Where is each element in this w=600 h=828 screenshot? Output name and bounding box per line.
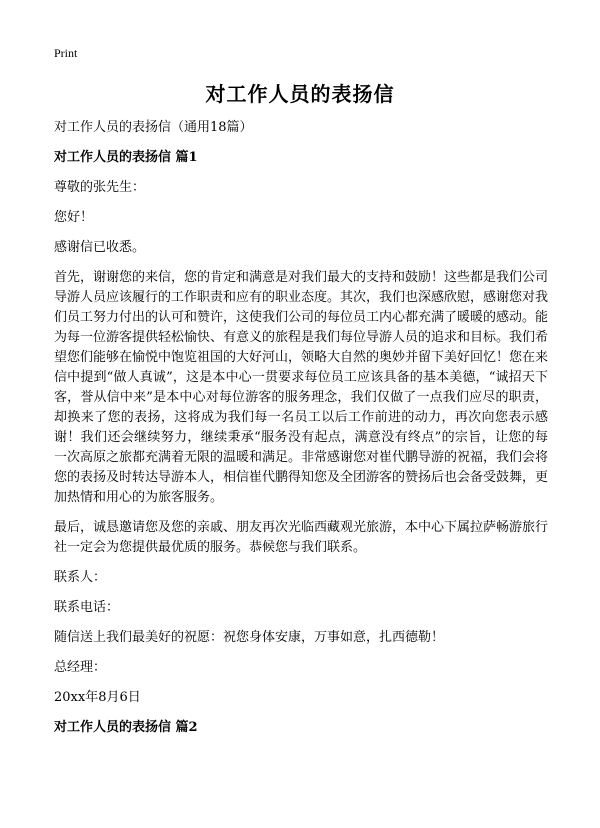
manager-signature: 总经理： <box>54 660 107 675</box>
body-paragraph-2: 最后，诚恳邀请您及您的亲戚、朋友再次光临西藏观光旅游，本中心下属拉萨畅游旅行社一定会为您提供最优质的服务。恭候您与我们联系。 <box>54 520 549 555</box>
section-heading-1: 对工作人员的表扬信 篇1 <box>54 150 198 165</box>
body-paragraph-1: 首先，谢谢您的来信，您的肯定和满意是对我们最大的支持和鼓励！这些都是我们公司导游人员应该履行的工作职责和应有的职业态度。其次，我们也深感欣慰，感谢您对我们员工努力付出的认可和赞许，这使我们公司的每位员工内心都充满了暖暖的感动。能为每一位游客提供轻松愉快、有意义的旅程是我们每位导游人员的追求和目标。我们希望您们能够在愉悦中饱览祖国的大好河山，领略大自然的奥妙并留下美好回忆！您在来信中提到“做人真诚”，这是本中心一贯要求每位员工应该具备的基本美德，“诚招天下客，誉从信中来”是本中心对每位游客的服务理念，我们仅做了一点我们应尽的职责，却换来了您的表扬，这将成为我们每一名员工以后工作前进的动力，再次向您表示感谢！我们还会继续努力，继续秉承“服务没有起点，满意没有终点”的宗旨，让您的每一次高原之旅都充满着无限的温暖和满足。非常感谢您对崔代鹏导游的祝福，我们会将您的表扬及时转达导游本人，相信崔代鹏得知您及全团游客的赞扬后也会备受鼓舞，更加热情和用心的为旅客服务。 <box>54 270 549 505</box>
salutation: 尊敬的张先生： <box>54 180 146 195</box>
greeting: 您好！ <box>54 210 94 225</box>
document-subtitle: 对工作人员的表扬信（通用18篇） <box>54 120 253 135</box>
closing-wishes: 随信送上我们最美好的祝愿：祝您身体安康，万事如意，扎西德勒！ <box>54 630 445 645</box>
print-link[interactable]: Print <box>54 46 78 60</box>
contact-phone: 联系电话： <box>54 600 120 615</box>
contact-person: 联系人： <box>54 570 107 585</box>
document-body <box>54 118 548 748</box>
letter-date: 20xx年8月6日 <box>54 690 141 705</box>
section-heading-2: 对工作人员的表扬信 篇2 <box>54 720 198 735</box>
received-note: 感谢信已收悉。 <box>54 240 146 255</box>
page-title: 对工作人员的表扬信 <box>205 82 395 106</box>
